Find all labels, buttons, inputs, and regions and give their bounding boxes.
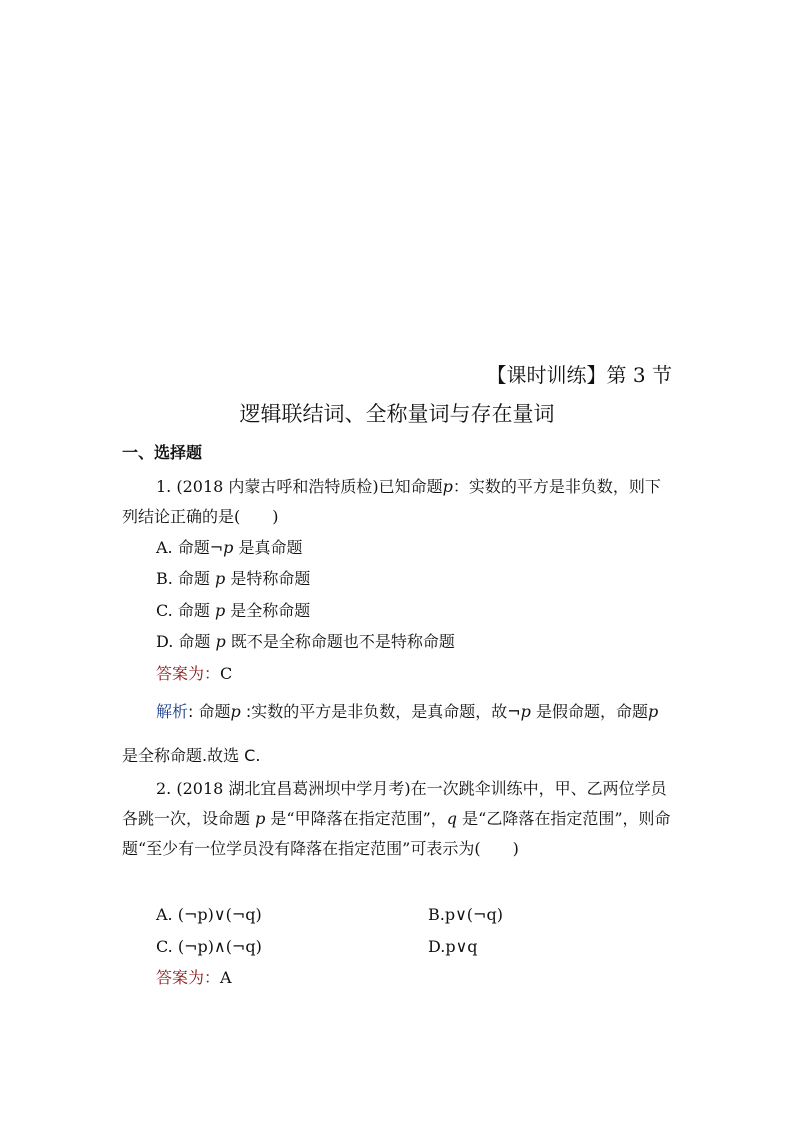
question-2-stem: 2. (2018 湖北宜昌葛洲坝中学月考)在一次跳伞训练中，甲、乙两位学员各跳一次，设命题 p 是“甲降落在指定范围”，q 是“乙降落在指定范围”，则命题“至少有一位学员没有降落在指定范围”可表示为( ) — [122, 779, 671, 858]
section-heading: 一、选择题 — [122, 443, 203, 462]
question-1-stem: 1. (2018 内蒙古呼和浩特质检)已知命题p：实数的平方是非负数，则下列结论正确的是( ) — [122, 477, 661, 526]
question-1-option-d: D. 命题 p 既不是全称命题也不是特称命题 — [156, 632, 455, 651]
question-1-option-a: A. 命题¬p 是真命题 — [156, 538, 303, 557]
page-title: 逻辑联结词、全称量词与存在量词 — [239, 402, 555, 426]
lesson-header: 【课时训练】第 3 节 — [486, 363, 672, 387]
question-2-answer: 答案为：A — [156, 968, 232, 987]
question-1-option-b: B. 命题 p 是特称命题 — [156, 569, 311, 588]
question-2-option-a: A. (¬p)∨(¬q) — [156, 905, 262, 924]
question-1-answer: 答案为：C — [156, 664, 233, 683]
question-2-option-c: C. (¬p)∧(¬q) — [156, 937, 262, 956]
question-1-analysis: 解析: 命题p :实数的平方是非负数，是真命题，故¬p 是假命题，命题p 是全称命题.故选 C. — [122, 702, 659, 765]
question-2-option-b: B.p∨(¬q) — [428, 905, 503, 924]
question-2-option-d: D.p∨q — [428, 937, 478, 956]
question-1-option-c: C. 命题 p 是全称命题 — [156, 601, 311, 620]
